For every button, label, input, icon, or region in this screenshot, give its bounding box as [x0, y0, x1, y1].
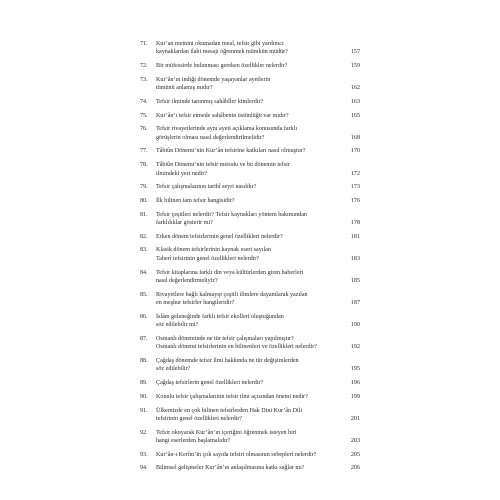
- toc-entry: [140, 112, 360, 120]
- toc-entry-number: 78.: [140, 162, 148, 169]
- toc-entry-page-number: 176: [350, 197, 360, 204]
- toc-entry-line: [156, 40, 360, 48]
- toc-entry-title: Tefsir ilminde tanınmış sahâbîler kimlerdir?: [156, 98, 264, 105]
- toc-entry-page-number: 190: [350, 322, 360, 329]
- toc-entry: [140, 161, 360, 178]
- toc-entry-line: [156, 291, 360, 299]
- toc-entry-title: Kur’ân-ı Kerîm’in çok sayıda tefsiri olmasının sebepleri nelerdir?: [156, 451, 317, 458]
- toc-entry-body: [156, 233, 360, 241]
- toc-entry-line: [156, 269, 360, 277]
- toc-entry-title: Tefsir kitaplarına farklı din veya kültürlerden giren haberleri: [156, 269, 304, 276]
- toc-entry-title: Kur’ân’ı tefsir etmede sahâbenin üstünlüğü var mıdır?: [156, 112, 289, 119]
- toc-entry: [140, 335, 360, 352]
- toc-entry-number: 93.: [140, 451, 148, 458]
- toc-entry-title: Kur’ân’ın indiği dönemde yaşayanlar ayetlerin: [156, 76, 271, 83]
- toc-entry-line: [156, 76, 360, 84]
- toc-entry-line: [156, 211, 360, 219]
- toc-entry-title: Rivayetlere bağlı kalmayıp çeşitli ilimlere dayanılarak yazılan: [156, 291, 308, 298]
- toc-entry-line: [156, 62, 360, 70]
- toc-entry-title: Tefsir çalışmalarının tarihî seyri nasıldır?: [156, 184, 257, 191]
- toc-entry-body: [156, 161, 360, 178]
- toc-entry-page-number: 185: [350, 277, 360, 284]
- toc-entry-body: [156, 451, 360, 459]
- toc-entry-number: 89.: [140, 380, 148, 387]
- toc-entry: [140, 62, 360, 70]
- toc-entry-page-number: 183: [350, 255, 360, 262]
- toc-entry-line: [156, 415, 360, 423]
- toc-entry: [140, 98, 360, 106]
- toc-entry-number: 75.: [140, 112, 148, 119]
- toc-entry: [140, 183, 360, 191]
- toc-entry: [140, 147, 360, 155]
- toc-entry-line: [156, 255, 360, 263]
- toc-entry-number: 88.: [140, 358, 148, 365]
- toc-entry: [140, 393, 360, 401]
- toc-entry-title: Bir müfessirde bulunması gereken özellikler nelerdir?: [156, 63, 288, 70]
- toc-entry-body: [156, 393, 360, 401]
- toc-entry-body: [156, 76, 360, 93]
- toc-entry: [140, 40, 360, 57]
- toc-entry-line: [156, 343, 360, 351]
- toc-entry-title: Tefsir rivayetlerinde aynı ayeti açıklama konusunda farklı: [156, 126, 298, 133]
- toc-entry-title: hangi eserlerden başlamalıdır?: [156, 438, 231, 445]
- toc-entry-title: kaynaklardan ilahi mesajı öğrenmek mümkün müdür?: [156, 49, 288, 56]
- toc-entry-body: [156, 183, 360, 191]
- toc-entry-body: [156, 40, 360, 57]
- toc-entry-body: [156, 407, 360, 424]
- toc-entry: [140, 197, 360, 205]
- toc-entry-line: [156, 429, 360, 437]
- toc-entry-body: [156, 246, 360, 263]
- toc-entry: [140, 313, 360, 330]
- toc-entry-title: en meşhur tefsirler hangileridir?: [156, 300, 235, 307]
- toc-entry-page-number: 170: [350, 148, 360, 155]
- toc-entry-number: 92.: [140, 429, 148, 436]
- toc-entry-page-number: 178: [350, 220, 360, 227]
- toc-entry-title: tefsirinin genel özellikleri nelerdir?: [156, 415, 243, 422]
- toc-entry-line: [156, 219, 360, 227]
- toc-entry-line: [156, 246, 360, 254]
- toc-entry-line: [156, 98, 360, 106]
- toc-entry-title: Taberî tefsirinin genel özellikleri nelerdir?: [156, 255, 260, 262]
- toc-entry-line: [156, 147, 360, 155]
- toc-entry-title: görüşlerin olması nasıl değerlendirilmelidir?: [156, 134, 265, 141]
- toc-entry-title: söz edilebilir?: [156, 366, 191, 373]
- toc-entry-title: ilmindeki yeri nedir?: [156, 170, 208, 177]
- toc-entry-page-number: 201: [350, 415, 360, 422]
- toc-entry-title: Erken dönem tefsirlerinin genel özellikleri nelerdir?: [156, 233, 283, 240]
- toc-entry-line: [156, 183, 360, 191]
- toc-entry-body: [156, 269, 360, 286]
- toc-entry-line: [156, 170, 360, 178]
- toc-entry-title: Çağdaş tefsirlerin genel özellikleri nelerdir?: [156, 380, 264, 387]
- toc-entry: [140, 125, 360, 142]
- toc-entry-number: 79.: [140, 184, 148, 191]
- toc-entry: [140, 246, 360, 263]
- toc-entry-number: 83.: [140, 247, 148, 254]
- toc-entry-line: [156, 134, 360, 142]
- toc-entry-line: [156, 313, 360, 321]
- toc-entry-number: 77.: [140, 148, 148, 155]
- toc-entry-body: [156, 62, 360, 70]
- toc-entry: [140, 451, 360, 459]
- toc-entry: [140, 211, 360, 228]
- toc-entry: [140, 269, 360, 286]
- toc-entry-page-number: 206: [350, 465, 360, 472]
- toc-entry-body: [156, 313, 360, 330]
- toc-entry-title: Tâbiûn Dönemi’nin Kur’ân tefsirine katkıları nasıl olmuştur?: [156, 148, 306, 155]
- toc-entry-title: Bilimsel gelişmeler Kur’ân’ın anlaşılmasına katkı sağlar mı?: [156, 465, 305, 472]
- toc-entry-page-number: 159: [350, 63, 360, 70]
- toc-entry-line: [156, 407, 360, 415]
- toc-entry-number: 86.: [140, 313, 148, 320]
- toc-entry-title: Çağdaş dönemde tefsir ilmi hakkında ne tür değişimlerden: [156, 358, 299, 365]
- toc-entry-number: 72.: [140, 63, 148, 70]
- toc-entry-body: [156, 147, 360, 155]
- toc-entry-number: 87.: [140, 335, 148, 342]
- toc-entry-page-number: 157: [350, 49, 360, 56]
- toc-entry-line: [156, 335, 360, 343]
- toc-entry: [140, 357, 360, 374]
- toc-entry-line: [156, 112, 360, 120]
- toc-entry-title: Klasik dönem tefsirlerinin kaynak eseri sayılan: [156, 247, 271, 254]
- toc-entry-page-number: 172: [350, 170, 360, 177]
- toc-entry-number: 82.: [140, 233, 148, 240]
- toc-entry-line: [156, 233, 360, 241]
- toc-entry-page-number: 205: [350, 451, 360, 458]
- toc-entry-number: 85.: [140, 291, 148, 298]
- toc-entry-title: Kur’an metnini okumadan meal, tefsir gibi yardımcı: [156, 41, 284, 47]
- toc-entry-body: [156, 125, 360, 142]
- toc-entry-number: 81.: [140, 211, 148, 218]
- toc-entry-body: [156, 197, 360, 205]
- toc-entry-body: [156, 211, 360, 228]
- toc-entry-title: farklılıklar gösterir mi?: [156, 220, 213, 227]
- toc-entry-title: Konulu tefsir çalışmalarının tefsir ilmi açısından önemi nedir?: [156, 393, 308, 400]
- toc-entry-title: Osmanlı dönemi tefsirlerinin en bilinenleri ve özellikleri nelerdir?: [156, 344, 317, 351]
- toc-entry-line: [156, 464, 360, 472]
- toc-entry-line: [156, 437, 360, 445]
- toc-entry-title: Tefsir çeşitleri nelerdir? Tefsir kaynakları yöntem bakımından: [156, 211, 307, 218]
- toc-entry-title: Ülkemizde en çok bilinen tefsirlerden Hak Dini Kur’ân Dili: [156, 407, 303, 414]
- toc-entry-body: [156, 112, 360, 120]
- toc-entry-page-number: 168: [350, 134, 360, 141]
- table-of-contents: [140, 40, 360, 478]
- toc-entry-page-number: 192: [350, 344, 360, 351]
- toc-entry-line: [156, 84, 360, 92]
- toc-entry-title: nasıl değerlendirmeliyiz?: [156, 277, 218, 284]
- toc-entry-number: 71.: [140, 41, 148, 47]
- toc-entry-number: 80.: [140, 197, 148, 204]
- toc-entry-title: Tefsir okuyarak Kur’ân’ın içeriğini öğrenmek isteyen biri: [156, 429, 297, 436]
- toc-entry-line: [156, 393, 360, 401]
- toc-entry-line: [156, 125, 360, 133]
- toc-entry: [140, 429, 360, 446]
- toc-entry-number: 73.: [140, 76, 148, 83]
- toc-entry: [140, 464, 360, 472]
- toc-entry-line: [156, 357, 360, 365]
- toc-entry-title: Osmanlı döneminde ne tür tefsir çalışmaları yapılmıştır?: [156, 335, 294, 342]
- toc-entry-line: [156, 451, 360, 459]
- toc-entry-page-number: 199: [350, 393, 360, 400]
- toc-entry-page-number: 163: [350, 98, 360, 105]
- toc-entry-number: 91.: [140, 407, 148, 414]
- toc-entry-line: [156, 365, 360, 373]
- toc-entry: [140, 379, 360, 387]
- toc-entry-number: 74.: [140, 98, 148, 105]
- toc-entry-title: tümünü anlamış mıdır?: [156, 85, 213, 92]
- toc-entry-title: söz edilebilir mi?: [156, 322, 199, 329]
- toc-entry: [140, 407, 360, 424]
- toc-entry-body: [156, 357, 360, 374]
- toc-entry-body: [156, 291, 360, 308]
- toc-entry: [140, 76, 360, 93]
- toc-entry-page-number: 195: [350, 366, 360, 373]
- toc-entry-line: [156, 197, 360, 205]
- toc-entry-line: [156, 277, 360, 285]
- toc-entry-body: [156, 98, 360, 106]
- toc-entry-line: [156, 379, 360, 387]
- toc-entry-title: İlk bilinen tam tefsir hangisidir?: [156, 197, 235, 204]
- toc-entry: [140, 291, 360, 308]
- toc-entry-page-number: 196: [350, 380, 360, 387]
- toc-entry-number: 76.: [140, 126, 148, 133]
- toc-entry-body: [156, 379, 360, 387]
- toc-entry-number: 94.: [140, 465, 148, 472]
- toc-entry-line: [156, 321, 360, 329]
- toc-entry-number: 90.: [140, 393, 148, 400]
- toc-entry-line: [156, 48, 360, 56]
- toc-entry-line: [156, 161, 360, 169]
- toc-entry-body: [156, 429, 360, 446]
- toc-entry-page-number: 162: [350, 85, 360, 92]
- toc-entry: [140, 233, 360, 241]
- toc-entry-page-number: 181: [350, 233, 360, 240]
- toc-entry-line: [156, 299, 360, 307]
- toc-entry-body: [156, 464, 360, 472]
- toc-entry-page-number: 203: [350, 438, 360, 445]
- toc-entry-body: [156, 335, 360, 352]
- toc-entry-page-number: 187: [350, 300, 360, 307]
- toc-entry-title: Tâbiûn Dönemi’nin tefsir metodu ve bu dönemin tefsir: [156, 162, 290, 169]
- toc-entry-page-number: 173: [350, 184, 360, 191]
- toc-entry-page-number: 165: [350, 112, 360, 119]
- toc-entry-title: İslâm geleneğinde farklı tefsir ekolleri oluştuğundan: [156, 313, 284, 320]
- toc-entry-number: 84.: [140, 269, 148, 276]
